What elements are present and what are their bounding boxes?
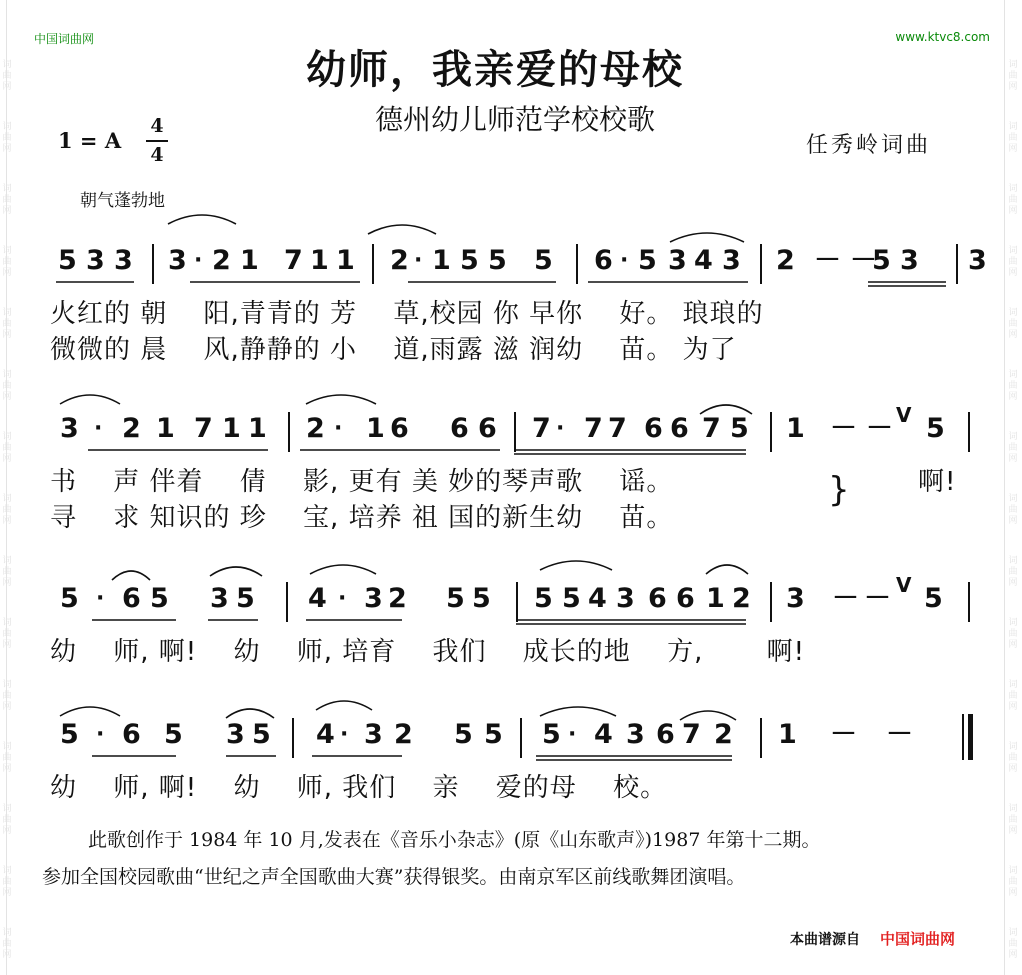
slur [112,571,150,580]
footnote-line-1: 此歌创作于 1984 年 10 月,发表在《音乐小杂志》(原《山东歌声》)1987 年第十二期。 [88,829,821,851]
note: － [886,719,913,750]
watermark-text: 词 曲 网 [2,184,12,216]
watermark-text: 词 曲 网 [2,928,12,960]
note: 6 [676,583,695,614]
watermark-text: 词 曲 网 [2,370,12,402]
note: 1 [432,245,451,276]
watermark-text: 词 曲 网 [1008,928,1018,960]
note: － [866,413,893,444]
lyric-row3: 幼 师, 啊! 幼 师, 培育 我们 成长的地 方, 啊! [50,637,806,667]
note: 1 [366,413,385,444]
note: 2 [390,245,409,276]
note: · [568,722,577,747]
note: · [194,248,203,273]
source-site-link[interactable]: 中国词曲网 [880,930,956,948]
note: 4 [316,719,335,750]
note: · [338,586,347,611]
slur [316,701,372,710]
site-name-left[interactable]: 中国词曲网 [34,32,95,46]
slur [368,225,436,234]
slur [226,709,274,718]
note: · [94,416,103,441]
note: 5 [252,719,271,750]
note: 5 [926,413,945,444]
note: 3 [616,583,635,614]
watermark-text: 词 曲 网 [1008,370,1018,402]
note: 1 [336,245,355,276]
note: 3 [968,245,987,276]
note: · [334,416,343,441]
lyric-row2-verse1: 书 声 伴着 倩 影, 更有 美 妙的琴声歌 谣。 [50,467,674,497]
note: 3 [668,245,687,276]
note: 2 [212,245,231,276]
note: 2 [122,413,141,444]
note: 3 [364,719,383,750]
watermark-text: 词 曲 网 [1008,804,1018,836]
note: 7 [608,413,627,444]
note: 6 [656,719,675,750]
note: 6 [644,413,663,444]
note: 7 [532,413,551,444]
note: 4 [694,245,713,276]
watermark-text: 词 曲 网 [1008,866,1018,898]
watermark-text: 词 曲 网 [1008,184,1018,216]
watermark-text: 词 曲 网 [1008,494,1018,526]
song-subtitle: 德州幼儿师范学校校歌 [374,103,655,136]
note: 7 [702,413,721,444]
slur [210,567,262,576]
slur [700,405,752,414]
note: 3 [722,245,741,276]
note: 4 [594,719,613,750]
song-title: 幼师，我亲爱的母校 [306,46,684,93]
note: 1 [786,413,805,444]
song-footnote [42,822,1002,896]
footnote-line-2: 参加全国校园歌曲“世纪之声全国歌曲大赛”获得银奖。由南京军区前线歌舞团演唱。 [42,866,746,888]
note: 3 [786,583,805,614]
note: 5 [454,719,473,750]
note: 4 [308,583,327,614]
verse-brace: } [828,470,850,510]
note: 2 [714,719,733,750]
watermark-text: 词 曲 网 [1008,432,1018,464]
note: · [556,416,565,441]
watermark-text: 词 曲 网 [1008,308,1018,340]
watermark-text: 词 曲 网 [1008,556,1018,588]
note: 1 [310,245,329,276]
slur [60,707,120,716]
note: 6 [450,413,469,444]
slur [540,561,612,570]
meter-bottom: 4 [150,144,164,166]
note: 6 [478,413,497,444]
watermark-text: 词 曲 网 [2,494,12,526]
note: 2 [388,583,407,614]
note: － [864,583,891,614]
note: － [850,245,877,276]
note: 5 [150,583,169,614]
note: 5 [58,245,77,276]
note: 5 [60,719,79,750]
note: 6 [670,413,689,444]
note: 5 [534,583,553,614]
note: 3 [114,245,133,276]
note: 1 [248,413,267,444]
note: 1 [240,245,259,276]
note: 2 [776,245,795,276]
lyric-row2-verse2: 寻 求 知识的 珍 宝, 培养 祖 国的新生幼 苗。 [50,503,674,533]
note: 3 [210,583,229,614]
lyric-row2-ending: 啊! [918,467,957,497]
watermark-text: 词 曲 网 [2,246,12,278]
note: 2 [306,413,325,444]
breath-mark: V [896,403,912,427]
watermark-text: 词 曲 网 [2,432,12,464]
note: 7 [682,719,701,750]
note: 7 [284,245,303,276]
slur [168,215,236,224]
watermark-text: 词 曲 网 [1008,680,1018,712]
watermark-text: 词 曲 网 [2,680,12,712]
note: 1 [222,413,241,444]
note: 6 [122,583,141,614]
note: 6 [122,719,141,750]
watermark-text: 词 曲 网 [2,742,12,774]
slur [680,711,736,720]
source-label: 本曲谱源自 [790,932,860,948]
note: － [814,245,841,276]
note: 1 [706,583,725,614]
note: 5 [60,583,79,614]
lyricist-composer: 任秀岭词曲 [806,133,932,158]
note: 5 [484,719,503,750]
tempo-marking: 朝气蓬勃地 [80,191,165,211]
note: 1 [778,719,797,750]
watermark-text: 词 曲 网 [2,60,12,92]
note: 6 [390,413,409,444]
note: 5 [562,583,581,614]
slur [310,565,376,574]
site-url-right[interactable]: www.ktvc8.com [895,30,990,44]
source-credit [790,928,955,949]
note: 5 [730,413,749,444]
slur [306,395,376,404]
note: 5 [488,245,507,276]
note: 5 [534,245,553,276]
watermark-text: 词 曲 网 [1008,618,1018,650]
watermark-text: 词 曲 网 [2,618,12,650]
note: 6 [594,245,613,276]
note: 5 [446,583,465,614]
note: · [414,248,423,273]
note: 5 [542,719,561,750]
note: 6 [648,583,667,614]
key-signature: 1 = A [58,128,122,153]
lyric-row4: 幼 师, 啊! 幼 师, 我们 亲 爱的母 校。 [50,773,668,803]
watermark-text: 词 曲 网 [2,556,12,588]
slur [706,565,748,574]
note: 2 [394,719,413,750]
note: 1 [156,413,175,444]
note: － [832,583,859,614]
note: · [96,722,105,747]
note: 5 [236,583,255,614]
note: 5 [872,245,891,276]
note: 5 [164,719,183,750]
note: 7 [584,413,603,444]
watermark-text: 词 曲 网 [2,308,12,340]
watermark-text: 词 曲 网 [1008,246,1018,278]
note: 5 [924,583,943,614]
note: 7 [194,413,213,444]
watermark-text: 词 曲 网 [1008,742,1018,774]
watermark-text: 词 曲 网 [2,122,12,154]
breath-mark: V [896,573,912,597]
note: 4 [588,583,607,614]
note: · [96,586,105,611]
watermark-text: 词 曲 网 [2,866,12,898]
meter-top: 4 [150,115,164,137]
note: 5 [460,245,479,276]
slur [670,233,744,242]
note: 2 [732,583,751,614]
note: 3 [626,719,645,750]
note: 3 [168,245,187,276]
note: · [620,248,629,273]
note: － [830,413,857,444]
lyric-row1-verse1: 火红的 朝 阳,青青的 芳 草,校园 你 早你 好。 琅琅的 [50,299,764,329]
note: 5 [638,245,657,276]
slur [60,395,120,404]
note: 5 [472,583,491,614]
note: 3 [60,413,79,444]
note: 3 [86,245,105,276]
watermark-text: 词 曲 网 [2,804,12,836]
lyric-row1-verse2: 微微的 晨 风,静静的 小 道,雨露 滋 润幼 苗。 为了 [50,335,737,365]
watermark-text: 词 曲 网 [1008,122,1018,154]
note: 3 [900,245,919,276]
note: 3 [364,583,383,614]
note: － [830,719,857,750]
watermark-text: 词 曲 网 [1008,60,1018,92]
note: · [340,722,349,747]
slur [540,707,616,716]
note: 3 [226,719,245,750]
